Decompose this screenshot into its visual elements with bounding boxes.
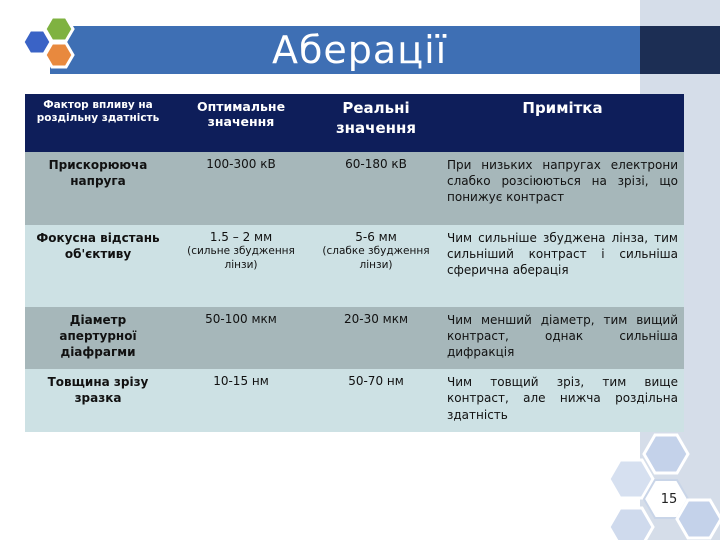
- cell-note: Чим менший діаметр, тим вищий контраст, однак сильніша дифракція: [447, 312, 678, 360]
- cell-real: [311, 152, 441, 225]
- optimal-value: 50-100 мкм: [205, 311, 277, 326]
- real-value: 20-30 мкм: [343, 311, 409, 326]
- cell-optimal: [171, 307, 311, 370]
- cell-optimal: [171, 225, 311, 307]
- header-note: Примітка: [522, 99, 603, 117]
- table-header-row: [25, 94, 684, 152]
- cell-note: Чим сильніше збуджена лінза, тим сильніший контраст і сильніша сферична аберація: [447, 230, 678, 278]
- cell-optimal: [171, 152, 311, 225]
- optimal-value: 1.5 – 2 мм: [209, 229, 273, 244]
- page-number: 15: [660, 492, 678, 507]
- hexagon-logo-icon: [0, 0, 100, 90]
- optimal-value: 100-300 кВ: [206, 157, 276, 171]
- cell-factor: Діаметр апертурної діафрагми: [59, 312, 137, 360]
- cell-note: Чим товщий зріз, тим вище контраст, але нижча роздільна здатність: [447, 375, 678, 422]
- cell-real: [311, 225, 441, 307]
- table-row: [25, 307, 684, 370]
- optimal-note: (сильне збудження лінзи): [187, 245, 295, 271]
- header-real: Реальні значення: [335, 99, 417, 137]
- decorative-hexagons-icon: [560, 400, 720, 540]
- aberrations-table: [25, 94, 684, 432]
- cell-note: При низьких напругах електрони слабко розсіюються на зрізі, що понижує контраст: [447, 158, 678, 205]
- cell-factor: Фокусна відстань об'єктиву: [36, 230, 160, 261]
- real-value: 50-70 нм: [348, 374, 404, 389]
- cell-real: [311, 307, 441, 370]
- header-optimal: Оптимальне значення: [196, 99, 286, 129]
- title-bar-accent: [640, 26, 720, 74]
- cell-optimal: [171, 369, 311, 432]
- cell-factor: Товщина зрізу зразка: [47, 375, 149, 406]
- real-value: 60-180 кВ: [345, 157, 407, 171]
- header-factor: Фактор впливу на роздільну здатність: [36, 99, 160, 125]
- optimal-value: 10-15 нм: [213, 374, 269, 389]
- cell-factor: Прискорююча напруга: [48, 158, 148, 189]
- table-row: [25, 225, 684, 307]
- cell-real: [311, 369, 441, 432]
- real-value: 5-6 мм: [355, 229, 397, 244]
- slide-title: Аберації: [272, 28, 448, 72]
- table-row: [25, 152, 684, 225]
- real-note: (слабке збудження лінзи): [322, 245, 430, 271]
